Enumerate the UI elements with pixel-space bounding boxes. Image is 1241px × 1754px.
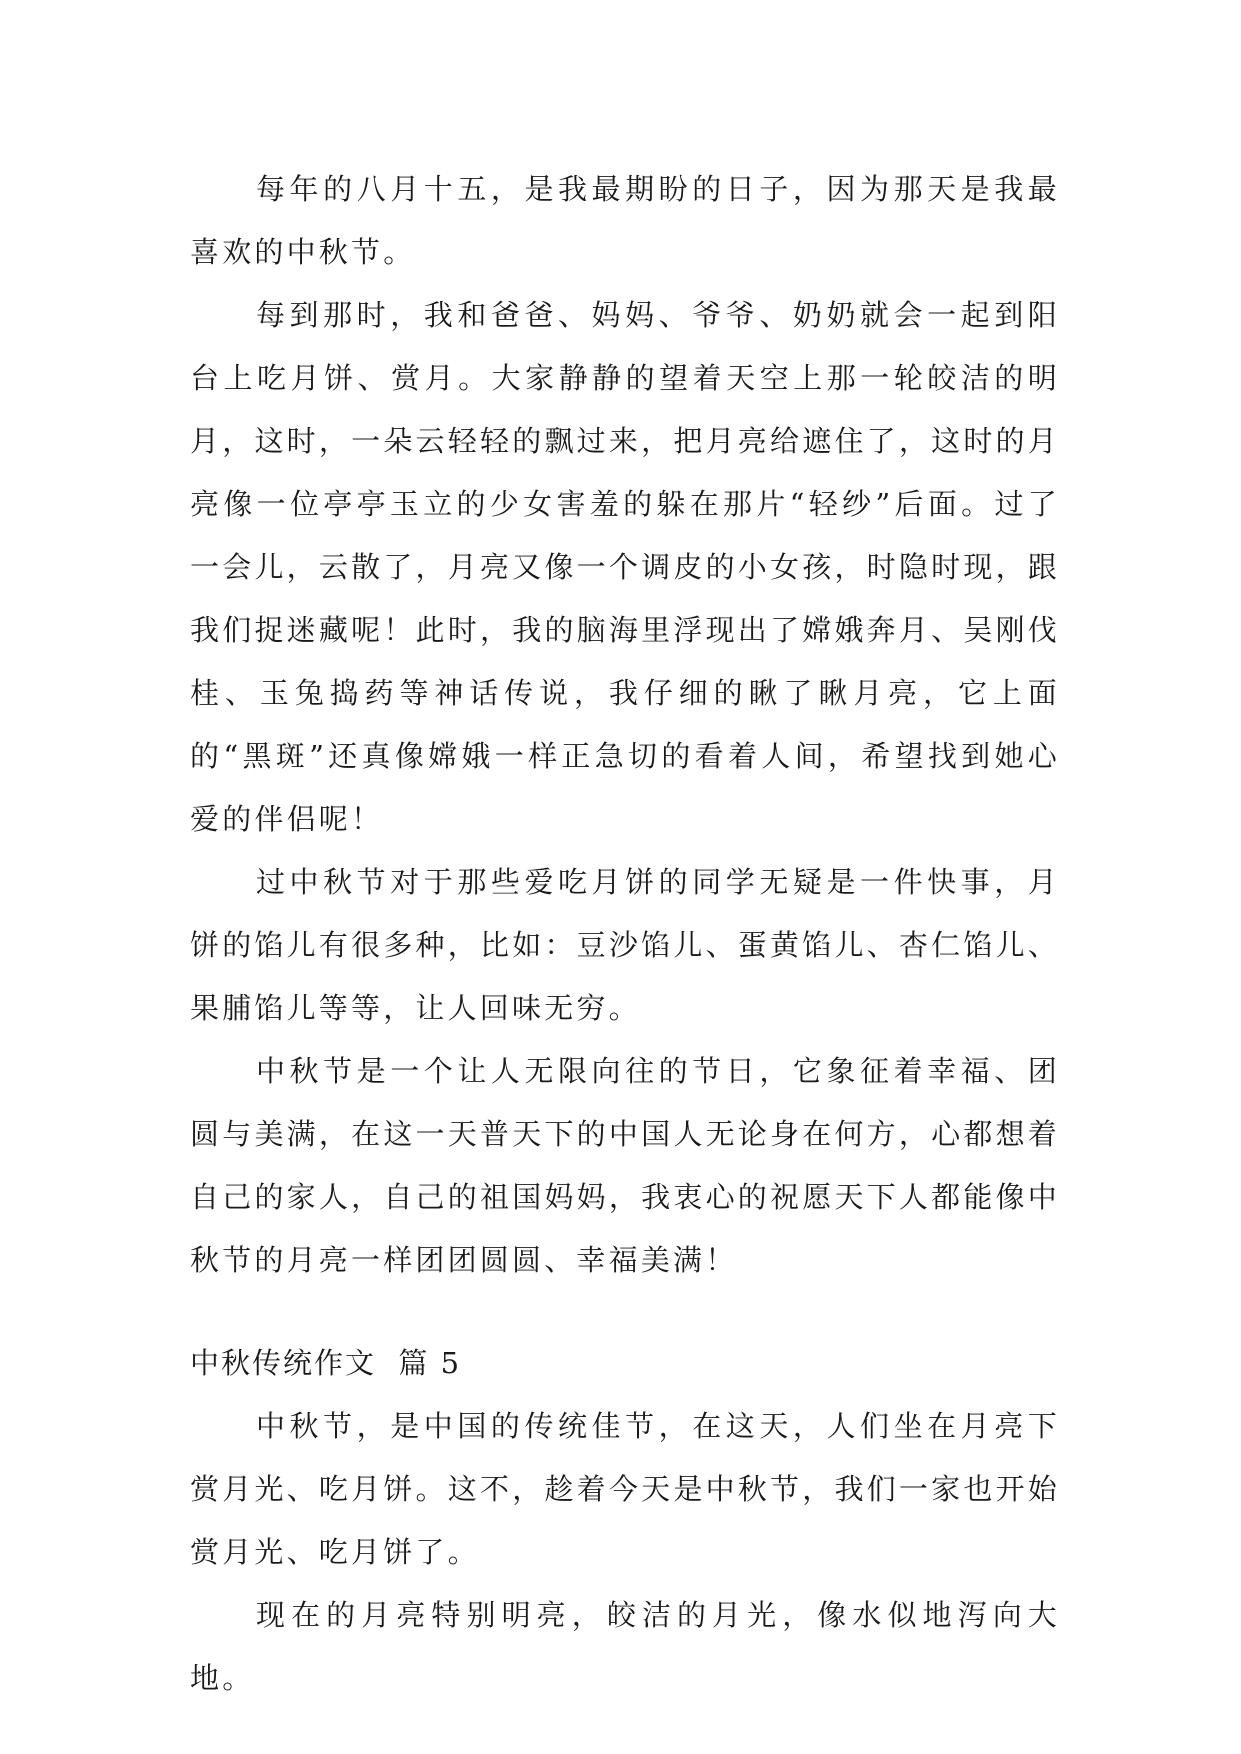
paragraph-2: 每到那时，我和爸爸、妈妈、爷爷、奶奶就会一起到阳台上吃月饼、赏月。大家静静的望着天空上那一轮皎洁的明月，这时，一朵云轻轻的飘过来，把月亮给遮住了，这时的月亮像一位亭亭玉立的少女害羞的躲在那片“轻纱”后面。过了一会儿，云散了，月亮又像一个调皮的小女孩，时隐时现，跟我们捉迷藏呢！此时，我的脑海里浮现出了嫦娥奔月、吴刚伐桂、玉兔捣药等神话传说，我仔细的瞅了瞅月亮，它上面的“黑斑”还真像嫦娥一样正急切的看着人间，希望找到她心爱的伴侣呢！ (190, 298, 1060, 836)
section-heading: 中秋传统作文 篇 5 (190, 1346, 462, 1380)
paragraph-6: 现在的月亮特别明亮，皎洁的月光，像水似地泻向大地。 (190, 1598, 1060, 1695)
paragraph-5: 中秋节，是中国的传统佳节，在这天，人们坐在月亮下赏月光、吃月饼。这不，趁着今天是中秋节，我们一家也开始赏月光、吃月饼了。 (190, 1409, 1060, 1569)
paragraph-4: 中秋节是一个让人无限向往的节日，它象征着幸福、团圆与美满，在这一天普天下的中国人无论身在何方，心都想着自己的家人，自己的祖国妈妈，我衷心的祝愿天下人都能像中秋节的月亮一样团团圆圆、幸福美满！ (190, 1054, 1060, 1277)
document-body (190, 158, 1060, 1710)
paragraph-3: 过中秋节对于那些爱吃月饼的同学无疑是一件快事，月饼的馅儿有很多种，比如：豆沙馅儿、蛋黄馅儿、杏仁馅儿、果脯馅儿等等，让人回味无穷。 (190, 865, 1060, 1025)
paragraph-1: 每年的八月十五，是我最期盼的日子，因为那天是我最喜欢的中秋节。 (190, 172, 1060, 269)
